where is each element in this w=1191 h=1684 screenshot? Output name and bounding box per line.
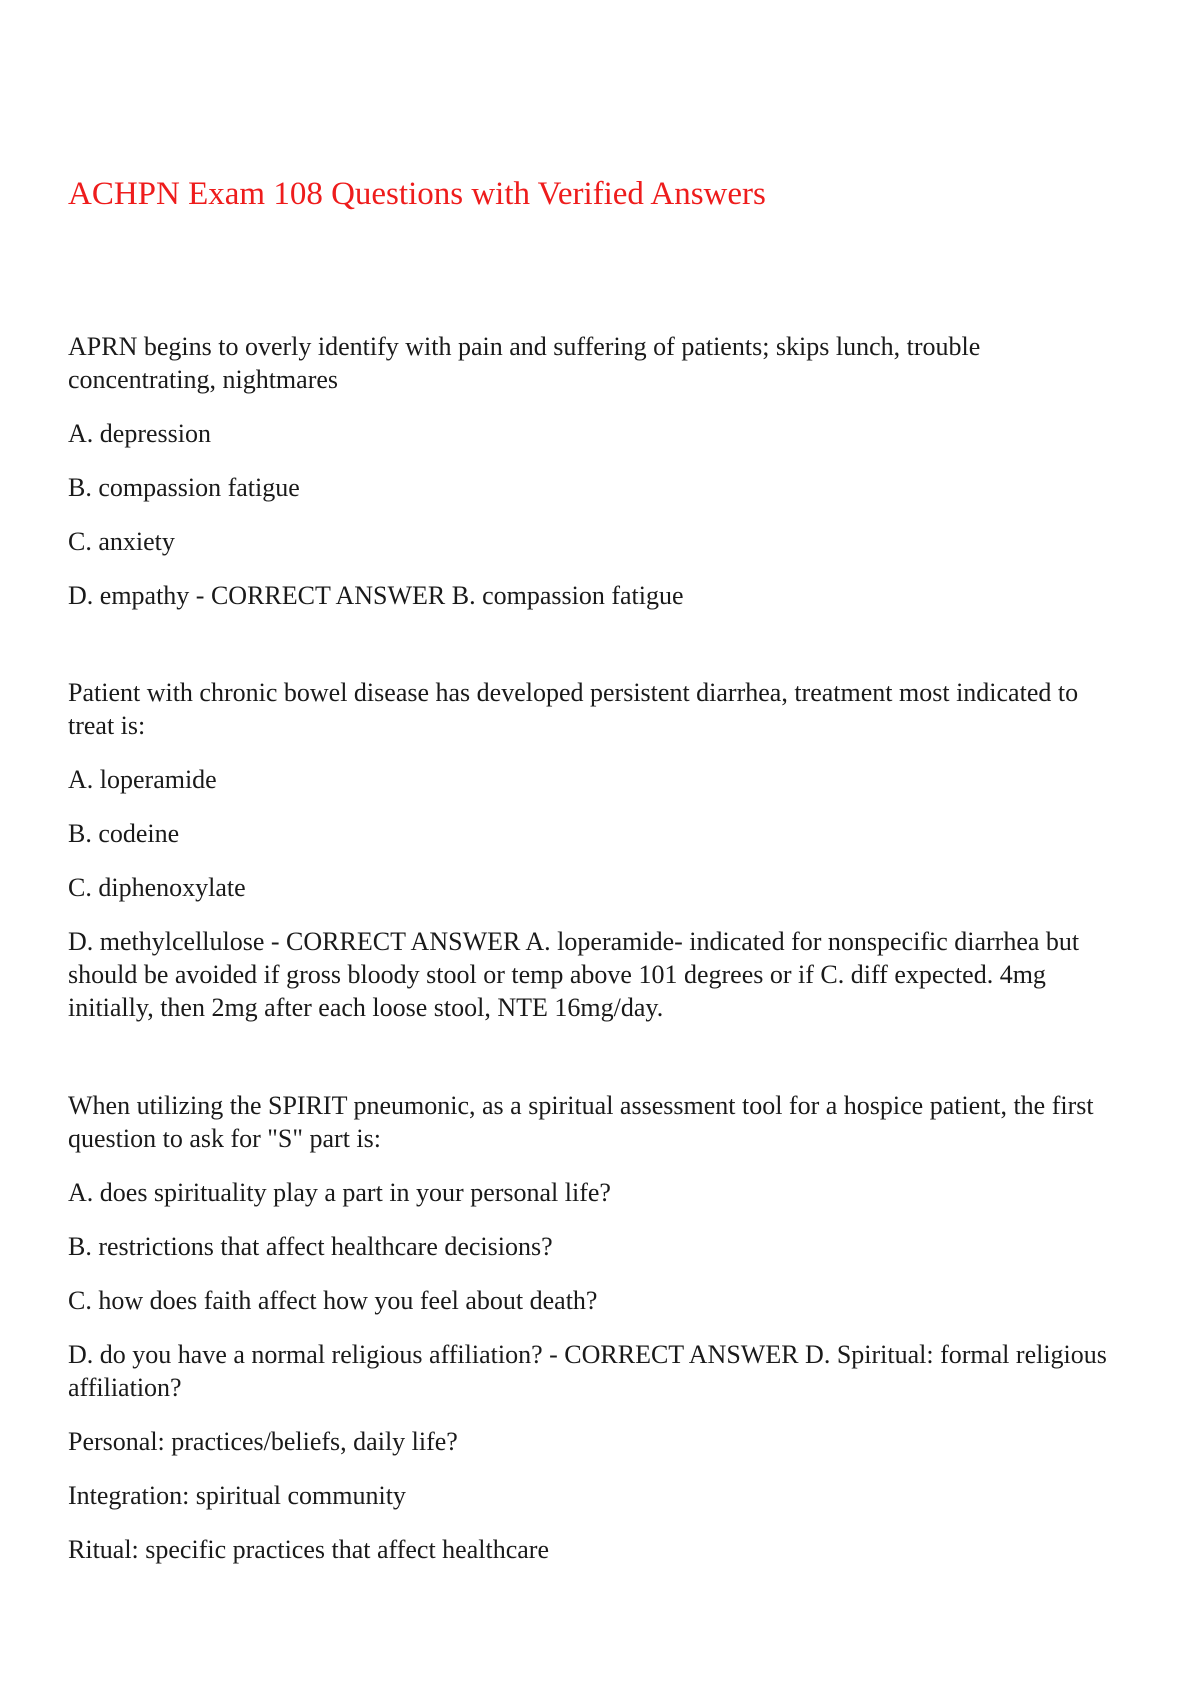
- answer-option-d-with-correct-answer: D. empathy - CORRECT ANSWER B. compassion fatigue: [68, 581, 684, 610]
- question-prompt: APRN begins to overly identify with pain and suffering of patients; skips lunch, trouble concentrating, nightmares: [68, 332, 981, 394]
- answer-option-a: A. loperamide: [68, 765, 217, 794]
- question-block-3: [68, 1089, 1128, 1587]
- answer-option-b: B. codeine: [68, 819, 180, 848]
- question-block-1: [68, 330, 1128, 633]
- answer-option-b: B. restrictions that affect healthcare decisions?: [68, 1232, 553, 1261]
- answer-explanation-personal: Personal: practices/beliefs, daily life?: [68, 1427, 458, 1456]
- answer-explanation-integration: Integration: spiritual community: [68, 1481, 406, 1510]
- answer-option-a: A. does spirituality play a part in your personal life?: [68, 1178, 611, 1207]
- answer-explanation-ritual: Ritual: specific practices that affect healthcare: [68, 1535, 549, 1564]
- answer-option-c: C. anxiety: [68, 527, 175, 556]
- question-prompt: Patient with chronic bowel disease has developed persistent diarrhea, treatment most indicated to treat is:: [68, 678, 1079, 740]
- question-block-2: [68, 676, 1128, 1045]
- answer-option-c: C. diphenoxylate: [68, 873, 246, 902]
- answer-option-b: B. compassion fatigue: [68, 473, 300, 502]
- answer-option-d-with-correct-answer: D. methylcellulose - CORRECT ANSWER A. loperamide- indicated for nonspecific diarrhea but should be avoided if gross bloody stool or temp above 101 degrees or if C. diff expected. 4mg initially, then 2mg after each loose stool, NTE 16mg/day.: [68, 927, 1080, 1022]
- document-title: ACHPN Exam 108 Questions with Verified Answers: [68, 176, 766, 212]
- answer-option-d-with-correct-answer: D. do you have a normal religious affiliation? - CORRECT ANSWER D. Spiritual: formal religious affiliation?: [68, 1340, 1107, 1402]
- question-prompt: When utilizing the SPIRIT pneumonic, as a spiritual assessment tool for a hospice patient, the first question to ask for "S" part is:: [68, 1091, 1094, 1153]
- answer-option-c: C. how does faith affect how you feel about death?: [68, 1286, 598, 1315]
- answer-option-a: A. depression: [68, 419, 211, 448]
